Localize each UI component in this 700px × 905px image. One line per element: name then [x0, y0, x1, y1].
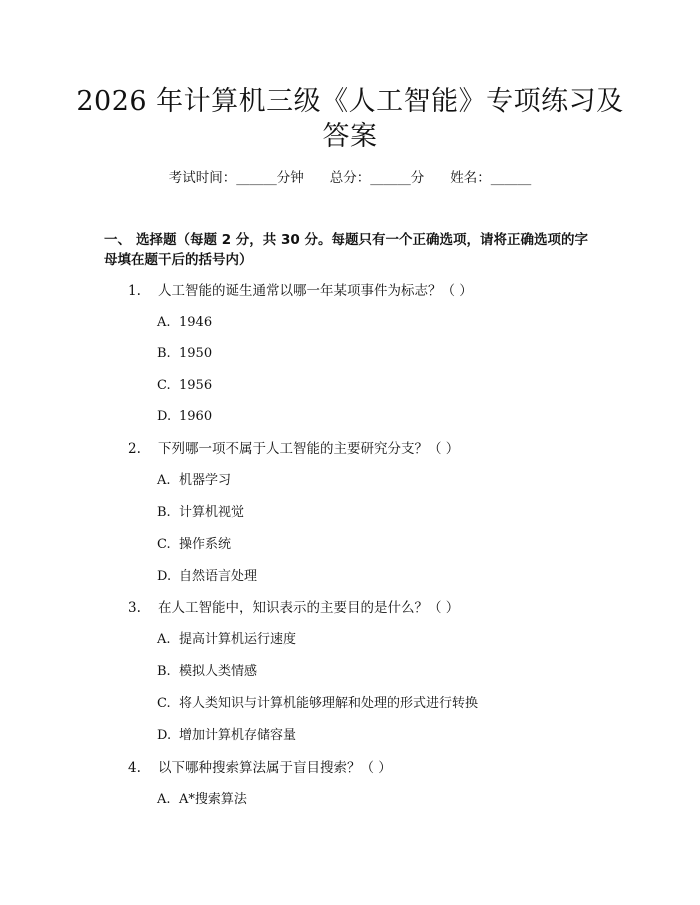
- question-2: [128, 439, 459, 459]
- option-letter: B.: [157, 346, 171, 361]
- section-instructions: 选择题（每题 2 分，共 30 分。每题只有一个正确选项，请将正确选项的字: [136, 232, 588, 248]
- option-letter: A.: [157, 473, 171, 488]
- question-text: 下列哪一项不属于人工智能的主要研究分支？（ ）: [158, 441, 460, 457]
- score-label: 总分：: [329, 170, 371, 186]
- name-blank: ______: [490, 170, 532, 186]
- option-text: 计算机视觉: [179, 505, 245, 520]
- section-number: 一、: [104, 232, 131, 248]
- option-text: 增加计算机存储容量: [179, 728, 297, 743]
- option-letter: C.: [157, 537, 171, 552]
- question-text: 以下哪种搜索算法属于盲目搜索？（ ）: [158, 760, 392, 776]
- option-letter: D.: [157, 569, 172, 584]
- question-text: 在人工智能中，知识表示的主要目的是什么？（ ）: [158, 600, 460, 616]
- option-text: 自然语言处理: [179, 569, 258, 584]
- option-2a: [157, 471, 231, 491]
- option-1d: [157, 407, 212, 427]
- option-1c: [157, 376, 212, 396]
- name-label: 姓名：: [450, 170, 491, 186]
- option-3c: [157, 694, 478, 714]
- option-text: 1960: [179, 409, 213, 424]
- question-1: [128, 281, 473, 301]
- question-number: 3.: [128, 600, 141, 616]
- option-text: 提高计算机运行速度: [179, 632, 297, 647]
- option-text: 1946: [179, 315, 213, 330]
- option-letter: B.: [157, 664, 171, 679]
- option-text: 1950: [179, 346, 213, 361]
- question-text: 人工智能的诞生通常以哪一年某项事件为标志？（ ）: [158, 283, 473, 299]
- time-unit: 分钟: [276, 170, 304, 186]
- time-label: 考试时间：: [168, 170, 237, 186]
- option-text: 模拟人类情感: [179, 664, 258, 679]
- option-text: 机器学习: [179, 473, 232, 488]
- question-4: [128, 758, 392, 778]
- score-blank: ______: [370, 170, 411, 186]
- option-2c: [157, 535, 231, 555]
- option-3d: [157, 726, 296, 746]
- option-1b: [157, 344, 212, 364]
- option-2d: [157, 567, 257, 587]
- document-title-continued: 答案: [322, 121, 378, 152]
- option-3b: [157, 662, 257, 682]
- question-number: 4.: [128, 760, 141, 776]
- option-3a: [157, 630, 296, 650]
- option-letter: A.: [157, 632, 171, 647]
- option-letter: D.: [157, 409, 172, 424]
- section-heading-continued: 母填在题干后的括号内）: [104, 252, 253, 268]
- question-number: 1.: [128, 283, 141, 299]
- option-text: 操作系统: [179, 537, 232, 552]
- option-text: 将人类知识与计算机能够理解和处理的形式进行转换: [179, 696, 479, 711]
- option-letter: C.: [157, 696, 171, 711]
- document-title: 2026 年计算机三级《人工智能》专项练习及: [76, 86, 624, 117]
- question-3: [128, 598, 459, 618]
- option-letter: B.: [157, 505, 171, 520]
- option-4a: [157, 790, 247, 810]
- score-unit: 分: [410, 170, 425, 186]
- time-blank: ______: [236, 170, 277, 186]
- option-letter: C.: [157, 378, 171, 393]
- section-heading: [104, 230, 604, 250]
- question-number: 2.: [128, 441, 141, 457]
- option-letter: A.: [157, 315, 171, 330]
- option-2b: [157, 503, 244, 523]
- option-letter: D.: [157, 728, 172, 743]
- exam-info-line: [0, 168, 700, 188]
- option-text: 1956: [179, 378, 213, 393]
- option-text: A*搜索算法: [179, 792, 247, 807]
- option-1a: [157, 313, 212, 333]
- option-letter: A.: [157, 792, 171, 807]
